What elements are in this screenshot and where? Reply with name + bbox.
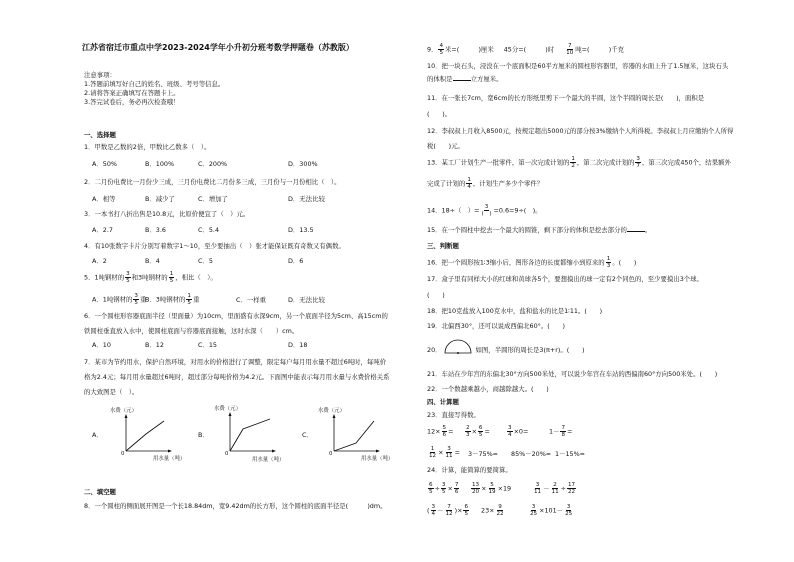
question-6-line1: 6．一个圆柱形容器底面半径（里面量）为10cm，里面盛有水深9cm，另一个底面半径为5cm、高15cm的 (84, 312, 388, 320)
notice-heading: 注意事项： (84, 71, 116, 79)
answer-blank[interactable] (627, 226, 645, 232)
question-17-line2: ( ) (427, 291, 445, 299)
center-dot (457, 352, 459, 354)
calc-item: 85%－20%= (511, 450, 552, 458)
question-7-line3: 的大致图是（ ）。 (84, 388, 139, 396)
question-3: 3．一本书打八折出售是10.8元，比原价便宜了（ ）元。 (84, 210, 250, 218)
question-11: 11．在一张长7cm，宽6cm的长方形纸里剪下一个最大的半圆，这个半圆的周长是( )，面积是 (427, 94, 705, 102)
x-arrow (168, 450, 172, 453)
option: A．2.7 (92, 226, 113, 234)
x-arrow (376, 450, 380, 453)
calc-item: 23× $\frac{9}{22}$ (481, 504, 504, 517)
option: D．无法比较 (288, 296, 325, 304)
graph-b (212, 403, 302, 465)
fraction: $\frac{3}{5}$ (126, 271, 130, 284)
fraction: $\frac{1}{5}$ (169, 271, 174, 284)
calc-item: $\frac{3}{4}$ ×0= (508, 425, 529, 438)
calc-item: 12× $\frac{5}{6}$ = (427, 425, 454, 438)
option: C．5 (198, 257, 213, 265)
question-4: 4．有10张数字卡片分别写着数字1～10，至少要抽出（ ）张才能保证既有奇数又有偶数。 (84, 242, 345, 250)
option: C．15 (198, 341, 217, 349)
calc-item: 1－ $\frac{7}{8}$ = (549, 425, 573, 438)
option: A．50% (92, 160, 117, 168)
semicircle (445, 340, 471, 353)
fraction: $\frac{3}{5}$ (134, 293, 138, 306)
fraction: $\frac{3}{7}$ (636, 156, 640, 169)
graph-c (316, 405, 406, 465)
y-axis-label: 水费（元） (318, 408, 345, 414)
question-22: 22．一个数越乘越小，商越除越大。( ) (427, 385, 549, 393)
option: D．300% (288, 160, 318, 168)
x-axis-label: 用水量（吨） (252, 457, 285, 463)
question-5: 5．1吨钢材的 $\frac{3}{5}$ 和3吨钢材的 $\frac{1}{5}$ ，相比（ ）。 (84, 271, 217, 284)
option: C．增加了 (198, 195, 229, 203)
origin-label: 0 (225, 451, 229, 457)
fraction: $\frac{1}{2}$ (571, 156, 575, 169)
notice-item: 2.请将答案正确填写在答题卡上。 (84, 89, 180, 97)
question-10-line2: 的体积是 立方厘米。 (427, 75, 503, 83)
graph-label: C． (302, 431, 313, 439)
calc-item: $\frac{3}{25}$ ×101－ $\frac{3}{25}$ (530, 504, 573, 517)
section-heading-fill: 二、填空题 (84, 488, 116, 496)
option: B．100% (145, 160, 175, 168)
question-9: 9． $\frac{4}{5}$ 米=( )厘米 45分=( )时 $\frac{7}{10}$ 吨=( )千克 (427, 43, 624, 56)
graph-line (334, 421, 374, 451)
question-24: 24．计算，能简算的要简算。 (427, 466, 512, 474)
graph-line (230, 419, 270, 451)
y-arrow (125, 414, 128, 418)
option: A．1吨钢材的 $\frac{3}{5}$ 重 (92, 293, 147, 306)
question-1: 1．甲数是乙数的2倍，甲数比乙数多（ ）。 (84, 143, 211, 151)
graph-label: B． (198, 431, 209, 439)
calc-item: 1－15%= (555, 450, 586, 458)
calc-item: $\frac{13}{20}$ × $\frac{5}{19}$ ×19 (472, 482, 512, 495)
option: C．5.4 (198, 226, 220, 234)
option: A．2 (92, 257, 107, 265)
question-13-line2: 完成了计划的 $\frac{1}{4}$ ，计划生产多少个零件？ (427, 177, 544, 190)
fraction: $\frac{1}{3}$ (606, 256, 611, 269)
calc-item: 3－75%= (468, 450, 499, 458)
graph-a (108, 405, 198, 465)
question-11-line2: ( )。 (427, 110, 452, 118)
section-heading-calc: 四、计算题 (427, 398, 459, 406)
option: D．18 (288, 341, 308, 349)
question-8: 8．一个圆柱的侧面展开图是一个长18.84dm，宽9.42dm的长方形，这个圆柱的底面半径是( )dm。 (84, 502, 387, 510)
question-10: 10．把一块石头，浸没在一个底面积是60平方厘米的圆柱形容器里，容器的水面上升了1.5厘米，这块石头 (427, 62, 729, 70)
page-title: 江苏省宿迁市重点中学2023-2024学年小升初分班考数学押题卷（苏教版） (82, 43, 354, 52)
y-axis-label: 水费（元） (110, 408, 137, 414)
question-14: 14．18÷（ ）= $\frac{3}{( )}$ =0.6=9÷( )。 (427, 204, 542, 217)
semicircle-figure (442, 338, 476, 356)
option: C．一样重 (236, 296, 267, 304)
graph-line (126, 421, 164, 451)
calc-item: $\frac{2}{3}$ × $\frac{6}{5}$ = (466, 425, 490, 438)
question-13: 13．某工厂计划生产一批零件，第一次完成计划的 $\frac{1}{2}$ ，第二次完成计划的 $\frac{3}{7}$ ，第三次完成450个，结果额外 (427, 156, 731, 169)
calc-item: ( $\frac{3}{4}$ － $\frac{7}{12}$ )× $\frac{6}{5}$ (427, 504, 468, 517)
option: B．4 (145, 257, 160, 265)
y-arrow (229, 412, 232, 416)
question-19: 19．北偏西30°，还可以说成西偏北60°。( ) (427, 322, 566, 330)
question-23: 23．直接写得数。 (427, 411, 480, 419)
question-18: 18．把10克盐放入100克水中，盐和盐水的比是1∶11。( ) (427, 307, 603, 315)
option: D．6 (288, 257, 304, 265)
y-axis-label: 水费（元） (214, 406, 241, 412)
option: C．200% (198, 160, 228, 168)
x-axis-label: 用水量（吨） (361, 456, 394, 462)
section-heading-choice: 一、选择题 (84, 131, 116, 139)
fraction: $\frac{7}{10}$ (566, 43, 574, 56)
option: B．3吨钢材的 $\frac{1}{5}$ 重 (145, 293, 200, 306)
question-21: 21．车站在少年宫的东偏北30°方向500米处，可以说少年宫在车站的西偏南60°方向500米处。( ) (427, 370, 718, 378)
option: A．10 (92, 341, 111, 349)
question-6-line2: 铁圆柱垂直放入水中，使圆柱底面与容器底面接触，这时水深（ ）cm。 (84, 327, 299, 335)
fraction: $\frac{3}{( )}$ (481, 204, 492, 217)
calc-item: $\frac{3}{11}$ － $\frac{2}{11}$ ÷ $\frac{17}{22}$ (534, 482, 576, 495)
notice-item: 1.答题前填写好自己的姓名、班级、考号等信息。 (84, 80, 225, 88)
notice-item: 3.答完试卷后，务必再次检查哦！ (84, 98, 180, 106)
x-axis-label: 用水量（吨） (153, 456, 186, 462)
section-heading-judge: 三、判断题 (427, 242, 459, 250)
question-20: 20． 如图，半圆形的周长是3(π+r)。( ) (427, 346, 585, 354)
graph-label: A． (92, 431, 103, 439)
question-16: 16．把一个圆形按1∶3缩小后，图形各边的长度都缩小到原来的 $\frac{1}{3}$ 。( ) (427, 256, 637, 269)
fraction: $\frac{1}{4}$ (467, 177, 471, 190)
y-arrow (333, 414, 336, 418)
x-arrow (272, 450, 276, 453)
calc-item: $\frac{6}{5}$ ÷ $\frac{3}{5}$ × $\frac{7}{6}$ (429, 482, 459, 495)
origin-label: 0 (329, 451, 333, 457)
question-12: 12．李叔叔上月收入8500元，按规定超出5000元的部分按3%缴纳个人所得税。李叔叔上月应缴纳个人所得 (427, 127, 734, 135)
option: A．相等 (92, 195, 116, 203)
question-7-line1: 7．某市为节约用水，保护自然环境，对用水的价格进行了调整，限定每户每月用水量不超过6吨时，每吨价 (84, 358, 387, 366)
question-12-line2: 税( )元。 (427, 142, 464, 150)
option: B．3.6 (145, 226, 166, 234)
option: B．12 (145, 341, 164, 349)
fraction: $\frac{4}{5}$ (439, 43, 444, 56)
fraction: $\frac{1}{5}$ (187, 293, 191, 306)
origin-label: 0 (121, 451, 125, 457)
option: B．减少了 (145, 195, 175, 203)
question-15: 15．在一个圆柱中挖去一个最大的圆锥，剩下部分的体积是挖去部分的 。 (427, 226, 652, 234)
question-2: 2．二月份电费比一月份少三成，三月份电费比二月份多三成，三月份与一月份相比（ ）。 (84, 178, 341, 186)
calc-item: $\frac{1}{12}$ × $\frac{3}{11}$ = (429, 446, 460, 459)
option: D．无法比较 (288, 195, 325, 203)
answer-blank[interactable] (453, 75, 471, 81)
question-17: 17．盒子里有同样大小的红球和黄球各5个，要想摸出的球一定有2个同色的，至少要摸出3个球。 (427, 275, 703, 283)
option: D．13.5 (288, 226, 314, 234)
question-7-line2: 格为2.4元；每月用水量超过6吨时，超过部分每吨价格为4.2元。下面图中能表示每月用水量与水费价格关系 (84, 373, 390, 381)
